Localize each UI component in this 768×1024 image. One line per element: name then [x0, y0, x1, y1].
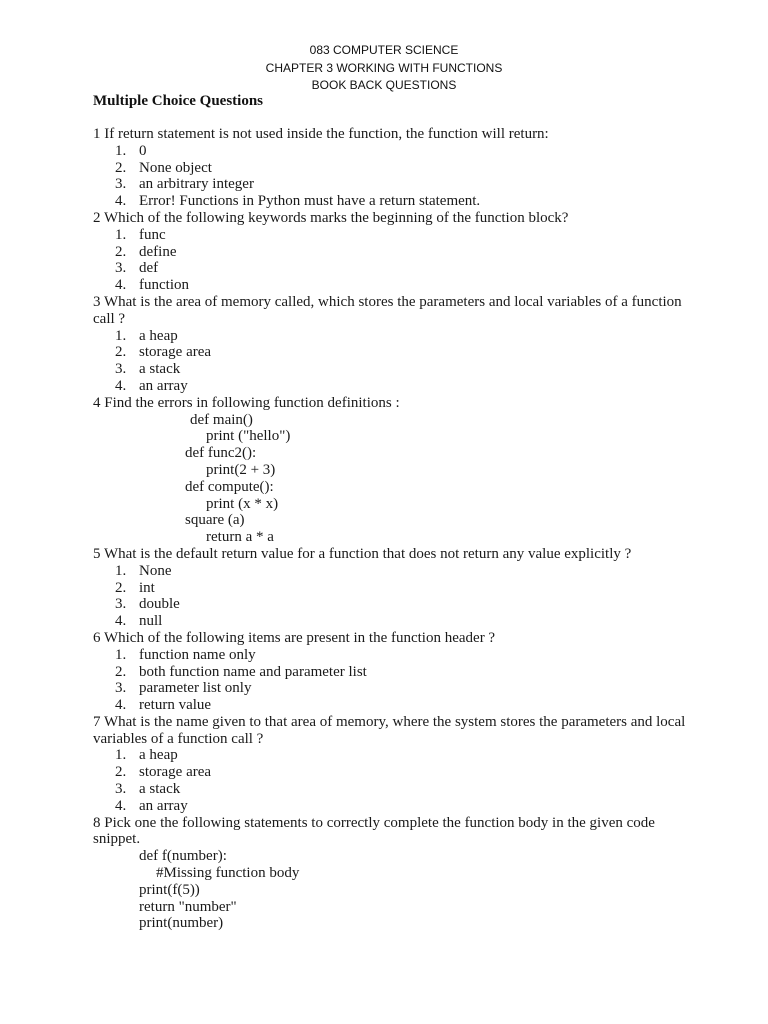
option-number: 3. — [115, 176, 127, 193]
question-4-code-line: print(2 + 3) — [206, 461, 276, 478]
question-4-code-line: square (a) — [185, 512, 245, 529]
question-8-code-line: return "number" — [139, 898, 237, 915]
question-8-code-line: #Missing function body — [156, 865, 300, 882]
question-3-option-3 — [93, 361, 693, 378]
header-chapter-title: CHAPTER 3 WORKING WITH FUNCTIONS — [265, 61, 503, 75]
question-8-code-line: print(f(5)) — [139, 881, 200, 898]
option-number: 1. — [115, 142, 127, 159]
option-number: 4. — [115, 377, 127, 394]
question-5-option-4 — [93, 613, 693, 630]
question-8-code-line: def f(number): — [139, 848, 227, 865]
option-text: null — [139, 613, 163, 630]
option-text: an array — [139, 797, 188, 814]
option-number: 2. — [115, 764, 127, 781]
question-1-option-3 — [93, 176, 693, 193]
question-6: 6 Which of the following items are present in the function header ? — [93, 629, 496, 646]
questions-body — [93, 126, 693, 932]
question-2-option-4 — [93, 277, 693, 294]
option-number: 1. — [115, 646, 127, 663]
option-text: None — [139, 562, 172, 579]
option-number: 3. — [115, 680, 127, 697]
question-2-option-3 — [93, 260, 693, 277]
question-7-option-3 — [93, 781, 693, 798]
option-number: 2. — [115, 344, 127, 361]
option-text: an array — [139, 377, 188, 394]
question-2-option-2 — [93, 244, 693, 261]
question-4: 4 Find the errors in following function definitions : — [93, 394, 400, 411]
question-5: 5 What is the default return value for a function that does not return any value explicitly ? — [93, 545, 632, 562]
option-text: return value — [139, 697, 212, 714]
question-5-option-2 — [93, 580, 693, 597]
question-7-option-4 — [93, 798, 693, 815]
option-number: 4. — [115, 797, 127, 814]
question-2: 2 Which of the following keywords marks the beginning of the function block? — [93, 209, 569, 226]
option-text: a stack — [139, 361, 181, 378]
option-text: a heap — [139, 747, 178, 764]
question-4-code-line: return a * a — [206, 529, 274, 546]
question-7: 7 What is the name given to that area of memory, where the system stores the parameters and local variables of a function call ? — [93, 713, 686, 747]
question-1-option-4 — [93, 193, 693, 210]
option-number: 3. — [115, 596, 127, 613]
option-text: define — [139, 243, 177, 260]
option-text: Error! Functions in Python must have a return statement. — [139, 193, 481, 210]
question-3: 3 What is the area of memory called, which stores the parameters and local variables of a function call ? — [93, 293, 682, 327]
option-number: 1. — [115, 226, 127, 243]
option-text: a heap — [139, 327, 178, 344]
question-8: 8 Pick one the following statements to correctly complete the function body in the given code snippet. — [93, 814, 655, 848]
option-number: 4. — [115, 193, 127, 210]
option-number: 3. — [115, 260, 127, 277]
question-4-code-line: def compute(): — [185, 478, 274, 495]
question-6-option-2 — [93, 664, 693, 681]
question-3-option-2 — [93, 344, 693, 361]
option-number: 3. — [115, 781, 127, 798]
question-5-option-1 — [93, 563, 693, 580]
option-text: a stack — [139, 781, 181, 798]
option-text: function name only — [139, 646, 256, 663]
option-number: 4. — [115, 277, 127, 294]
option-number: 1. — [115, 562, 127, 579]
option-text: func — [139, 226, 166, 243]
question-7-option-1 — [93, 747, 693, 764]
question-4-code-line: def func2(): — [185, 445, 257, 462]
question-1-option-1 — [93, 143, 693, 160]
question-3-option-4 — [93, 378, 693, 395]
section-heading: Multiple Choice Questions — [93, 93, 264, 109]
option-text: 0 — [139, 142, 147, 159]
option-number: 2. — [115, 159, 127, 176]
option-number: 1. — [115, 327, 127, 344]
option-text: double — [139, 596, 180, 613]
question-4-code-line: def main() — [190, 411, 253, 428]
question-6-option-1 — [93, 647, 693, 664]
option-text: int — [139, 579, 155, 596]
option-number: 4. — [115, 613, 127, 630]
option-text: both function name and parameter list — [139, 663, 367, 680]
option-number: 3. — [115, 361, 127, 378]
question-4-code-line: print (x * x) — [206, 495, 279, 512]
question-2-option-1 — [93, 227, 693, 244]
option-text: storage area — [139, 764, 212, 781]
question-6-option-3 — [93, 680, 693, 697]
option-number: 1. — [115, 747, 127, 764]
question-4-code-line: print ("hello") — [206, 428, 291, 445]
option-text: parameter list only — [139, 680, 252, 697]
question-1-option-2 — [93, 160, 693, 177]
question-8-code-line: print(number) — [139, 915, 224, 932]
question-1: 1 If return statement is not used inside the function, the function will return: — [93, 126, 549, 142]
option-text: an arbitrary integer — [139, 176, 254, 193]
header-course-code: 083 COMPUTER SCIENCE — [309, 43, 459, 57]
question-3-option-1 — [93, 328, 693, 345]
option-number: 2. — [115, 579, 127, 596]
option-text: def — [139, 260, 159, 277]
question-5-option-3 — [93, 596, 693, 613]
header-subtitle: BOOK BACK QUESTIONS — [311, 78, 457, 92]
option-text: function — [139, 277, 189, 294]
option-number: 2. — [115, 663, 127, 680]
question-6-option-4 — [93, 697, 693, 714]
option-number: 2. — [115, 243, 127, 260]
option-text: storage area — [139, 344, 212, 361]
option-number: 4. — [115, 697, 127, 714]
option-text: None object — [139, 159, 212, 176]
question-7-option-2 — [93, 764, 693, 781]
